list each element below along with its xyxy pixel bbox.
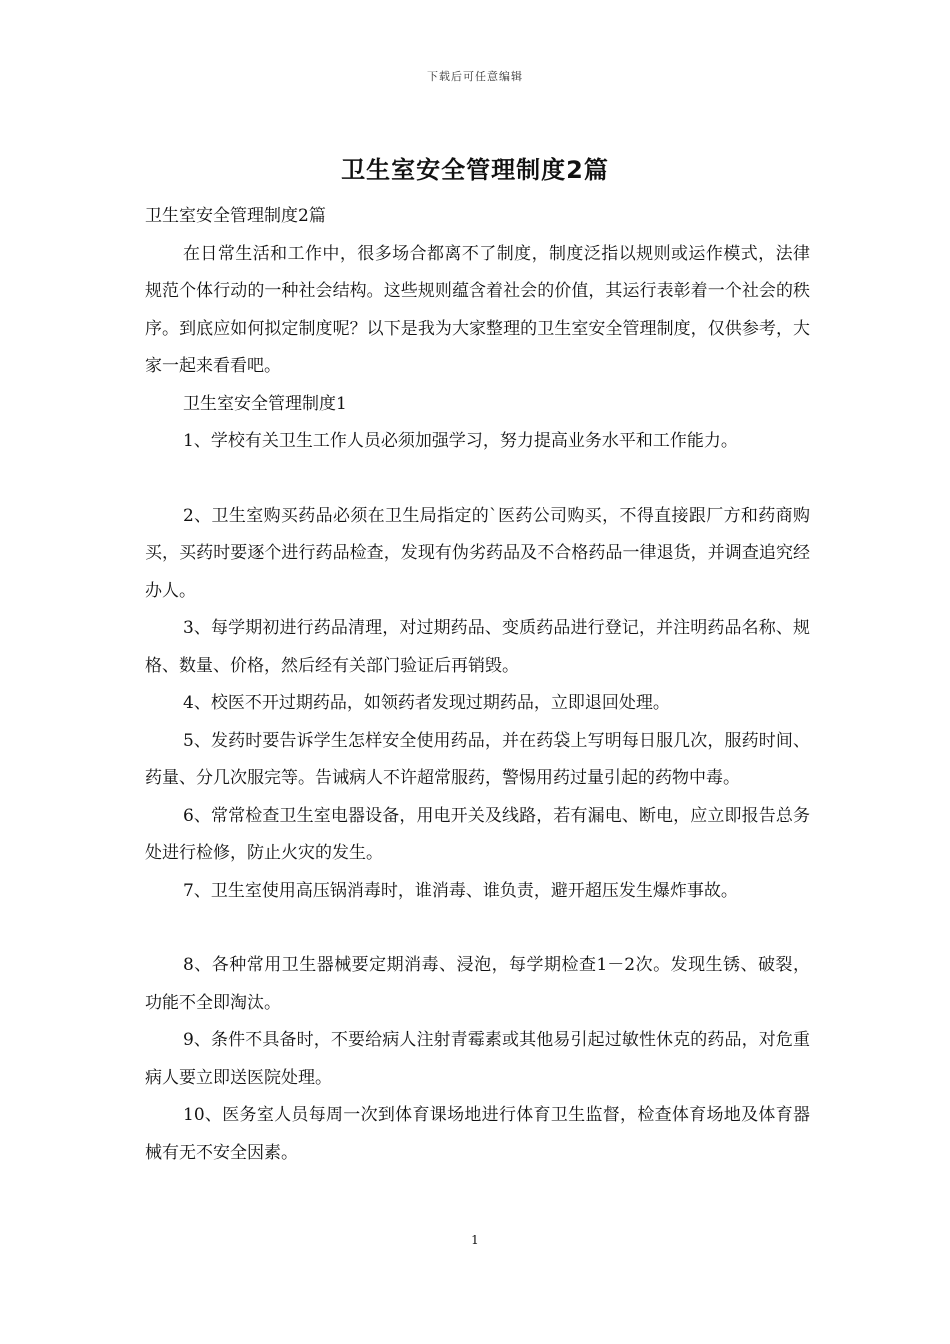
list-item-5: 5、发药时要告诉学生怎样安全使用药品，并在药袋上写明每日服几次，服药时间、药量、分几次服完等。告诫病人不许超常服药，警惕用药过量引起的药物中毒。 [145,730,810,788]
list-item-2: 2、卫生室购买药品必须在卫生局指定的`医药公司购买，不得直接跟厂方和药商购买，买药时要逐个进行药品检查，发现有伪劣药品及不合格药品一律退货，并调查追究经办人。 [145,505,810,601]
list-item-8: 8、各种常用卫生器械要定期消毒、浸泡，每学期检查1－2次。发现生锈、破裂，功能不全即淘汰。 [145,955,810,1013]
list-item-1: 1、学校有关卫生工作人员必须加强学习，努力提高业务水平和工作能力。 [183,431,738,451]
list-item-7: 7、卫生室使用高压锅消毒时，谁消毒、谁负责，避开超压发生爆炸事故。 [183,880,738,901]
list-item-9: 9、条件不具备时，不要给病人注射青霉素或其他易引起过敏性休克的药品，对危重病人要立即送医院处理。 [145,1030,810,1088]
intro-paragraph: 在日常生活和工作中，很多场合都离不了制度，制度泛指以规则或运作模式，法律规范个体行动的一种社会结构。这些规则蕴含着社会的价值，其运行表彰着一个社会的秩序。到底应如何拟定制度呢？以下是我为大家整理的卫生室安全管理制度，仅供参考，大家一起来看看吧。 [145,243,810,376]
document-subtitle: 卫生室安全管理制度2篇 [145,206,326,226]
list-item-4: 4、校医不开过期药品，如领药者发现过期药品，立即退回处理。 [183,693,670,713]
document-body [145,198,810,1172]
page-number: 1 [471,1233,479,1247]
list-item-6: 6、常常检查卫生室电器设备，用电开关及线路，若有漏电、断电，应立即报告总务处进行检修，防止火灾的发生。 [145,805,810,863]
list-item-3: 3、每学期初进行药品清理，对过期药品、变质药品进行登记，并注明药品名称、规格、数量、价格，然后经有关部门验证后再销毁。 [145,618,810,676]
section-heading: 卫生室安全管理制度1 [183,393,347,414]
document-title: 卫生室安全管理制度2篇 [341,156,609,184]
header-note: 下载后可任意编辑 [427,70,523,83]
list-item-10: 10、医务室人员每周一次到体育课场地进行体育卫生监督，检查体育场地及体育器械有无不安全因素。 [145,1105,810,1163]
